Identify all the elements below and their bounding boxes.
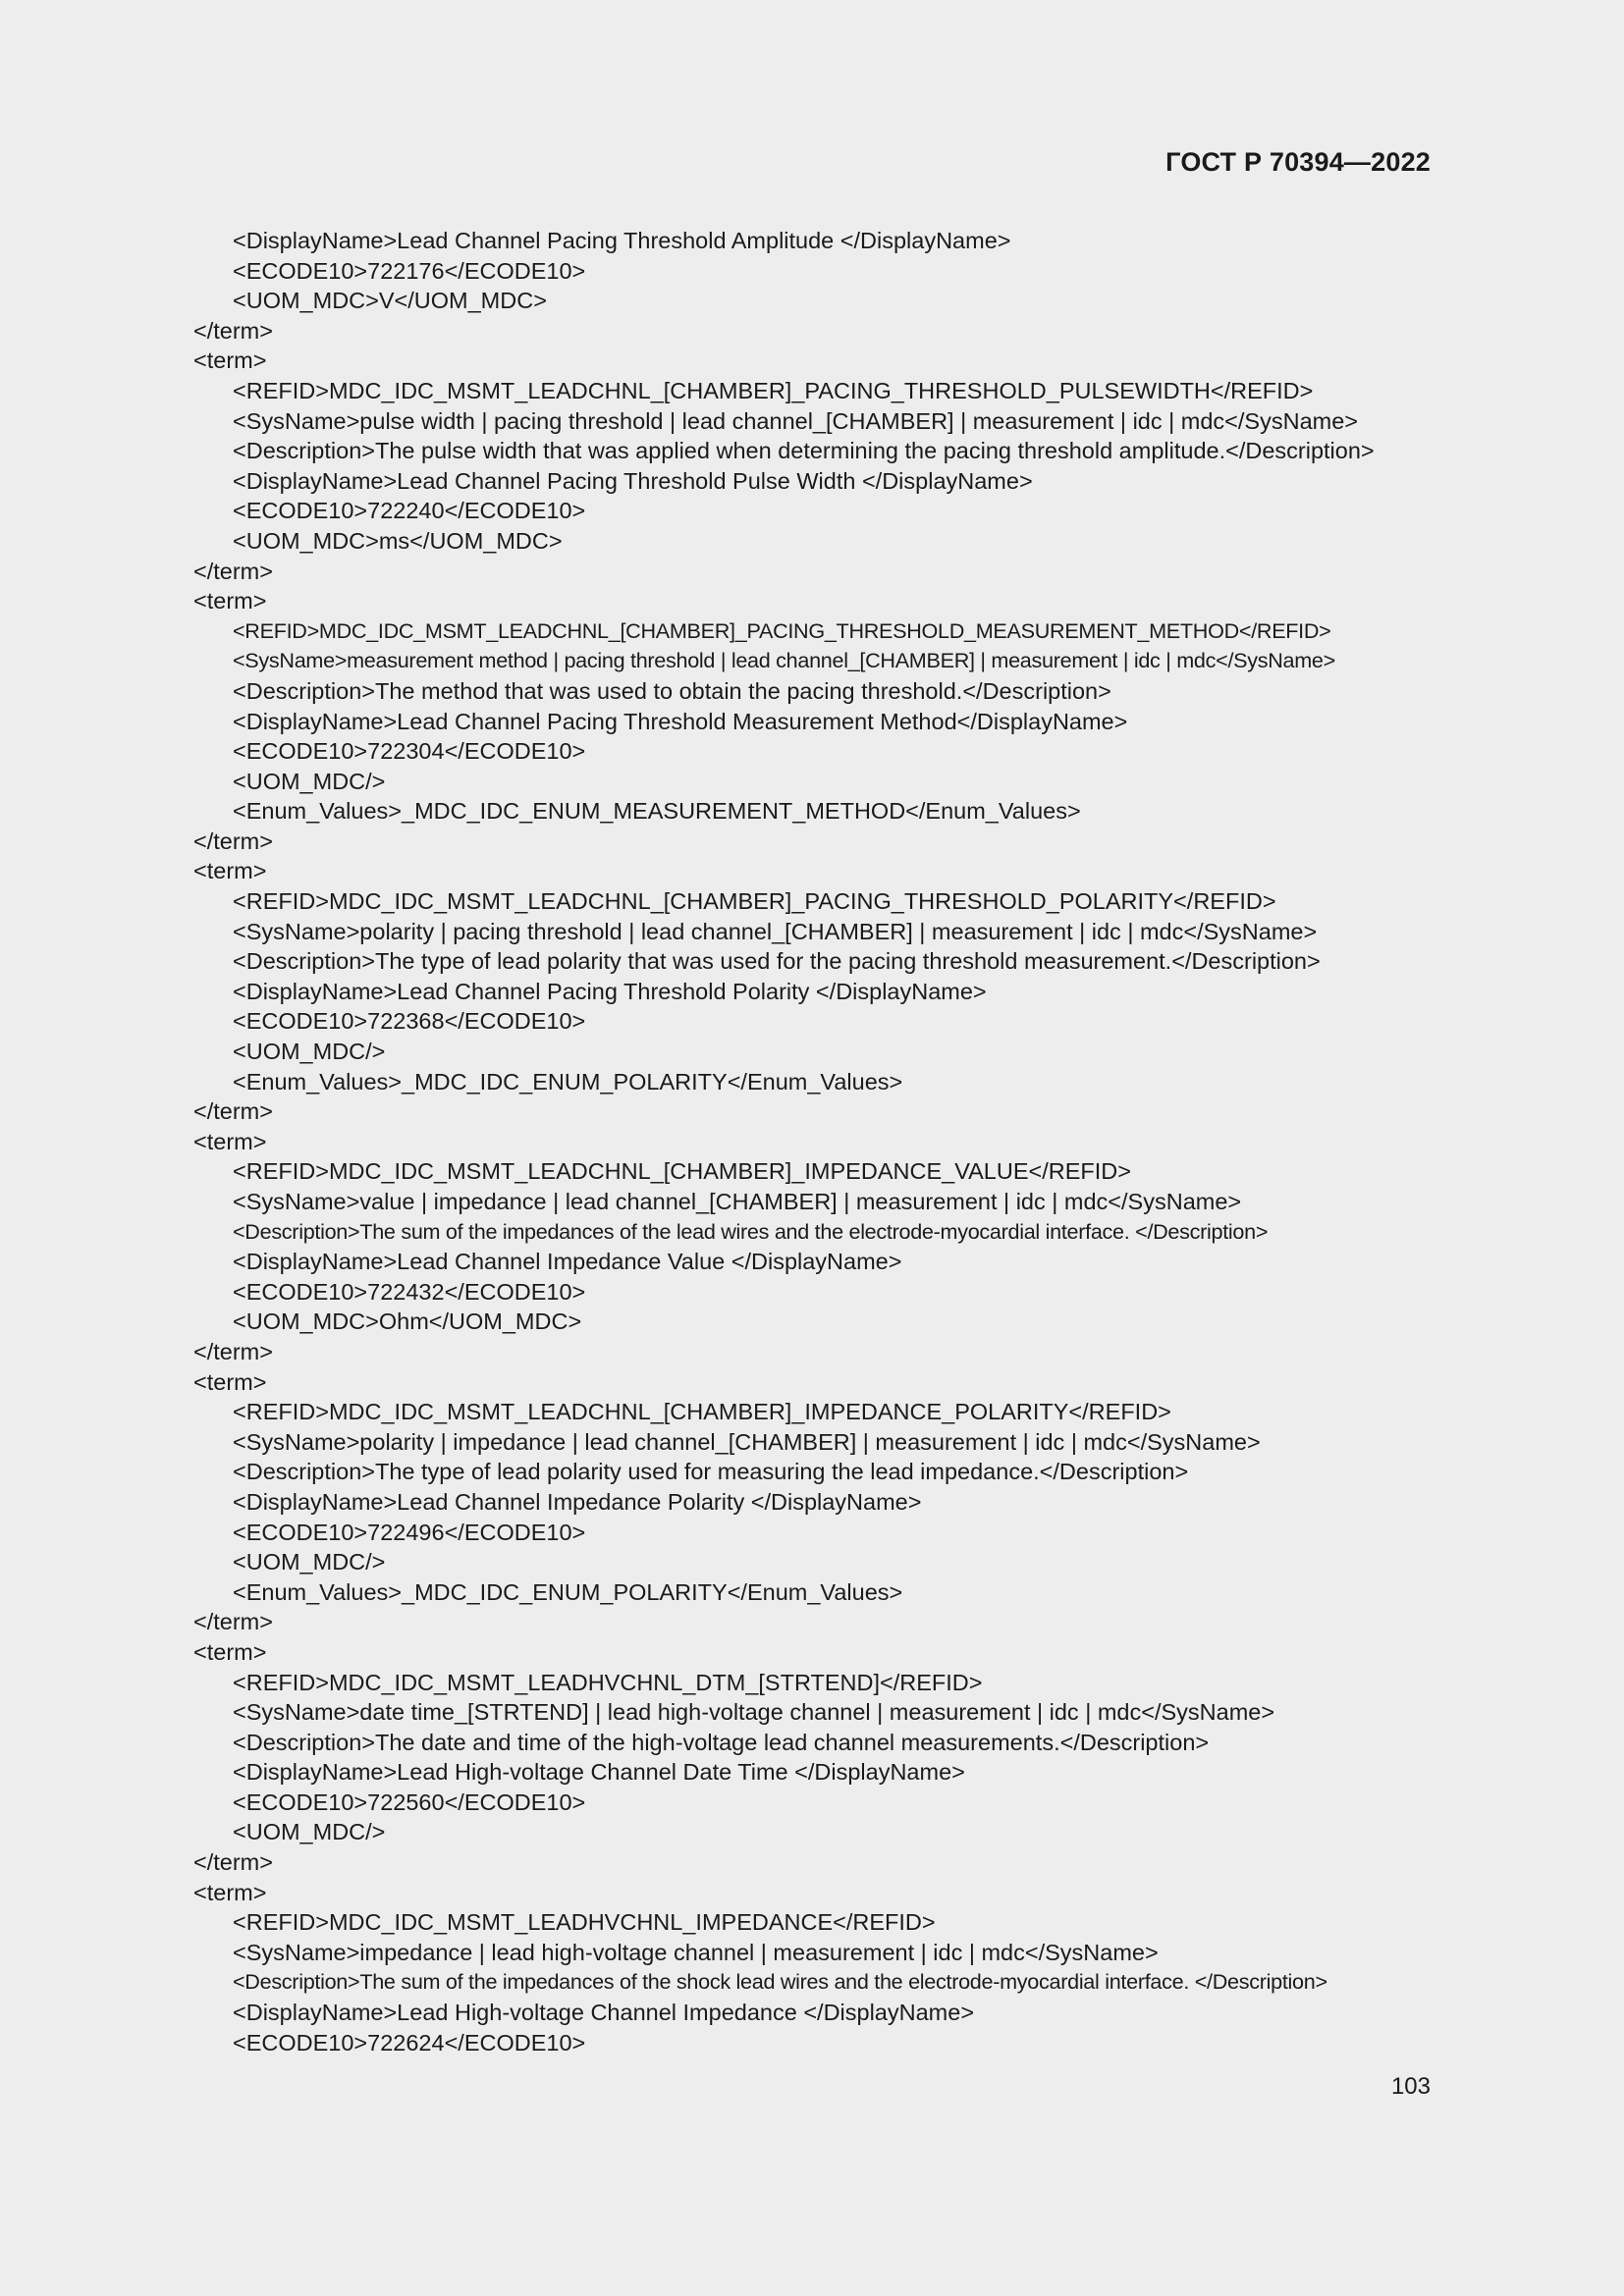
code-line: <SysName>date time_[STRTEND] | lead high-voltage channel | measurement | idc | mdc</SysName> xyxy=(233,1699,1275,1726)
document-header: ГОСТ Р 70394—2022 xyxy=(1165,147,1431,177)
code-line: <DisplayName>Lead Channel Impedance Polarity </DisplayName> xyxy=(233,1488,922,1515)
code-line: <Description>The sum of the impedances of the lead wires and the electrode-myocardial interface. </Description> xyxy=(233,1218,1269,1244)
code-line: <Description>The type of lead polarity used for measuring the lead impedance.</Description> xyxy=(233,1459,1189,1485)
code-line: <UOM_MDC/> xyxy=(233,1819,386,1845)
code-line: <SysName>measurement method | pacing threshold | lead channel_[CHAMBER] | measurement | idc | mdc</SysName> xyxy=(233,648,1335,673)
code-line: </term> xyxy=(193,1338,273,1364)
code-line: <SysName>polarity | pacing threshold | lead channel_[CHAMBER] | measurement | idc | mdc</SysName> xyxy=(233,918,1318,944)
code-line: <term> xyxy=(193,588,267,614)
code-line: <SysName>polarity | impedance | lead channel_[CHAMBER] | measurement | idc | mdc</SysName> xyxy=(233,1428,1261,1455)
code-line: <UOM_MDC>Ohm</UOM_MDC> xyxy=(233,1308,582,1335)
code-line: </term> xyxy=(193,1098,273,1125)
code-line: <REFID>MDC_IDC_MSMT_LEADHVCHNL_DTM_[STRTEND]</REFID> xyxy=(233,1669,983,1695)
code-line: </term> xyxy=(193,828,273,854)
code-line: <Description>The method that was used to obtain the pacing threshold.</Description> xyxy=(233,677,1111,704)
code-line: </term> xyxy=(193,317,273,344)
code-line: <Description>The type of lead polarity that was used for the pacing threshold measurement.</Description> xyxy=(233,948,1321,975)
code-line: <term> xyxy=(193,858,267,884)
code-line: <term> xyxy=(193,1368,267,1395)
code-line: </term> xyxy=(193,1849,273,1876)
code-line: <ECODE10>722560</ECODE10> xyxy=(233,1789,586,1815)
code-line: <SysName>pulse width | pacing threshold | lead channel_[CHAMBER] | measurement | idc | mdc</SysName> xyxy=(233,407,1359,434)
code-line: <ECODE10>722176</ECODE10> xyxy=(233,257,586,284)
code-line: <UOM_MDC/> xyxy=(233,1549,386,1575)
code-line: <REFID>MDC_IDC_MSMT_LEADCHNL_[CHAMBER]_PACING_THRESHOLD_POLARITY</REFID> xyxy=(233,888,1276,915)
code-line: <ECODE10>722368</ECODE10> xyxy=(233,1008,586,1035)
code-line: <Enum_Values>_MDC_IDC_ENUM_MEASUREMENT_METHOD</Enum_Values> xyxy=(233,798,1081,825)
code-line: <SysName>value | impedance | lead channel_[CHAMBER] | measurement | idc | mdc</SysName> xyxy=(233,1189,1242,1214)
code-line: <ECODE10>722496</ECODE10> xyxy=(233,1519,586,1545)
code-line: <UOM_MDC>ms</UOM_MDC> xyxy=(233,527,563,554)
code-line: <DisplayName>Lead High-voltage Channel Date Time </DisplayName> xyxy=(233,1759,965,1786)
code-line: <Enum_Values>_MDC_IDC_ENUM_POLARITY</Enum_Values> xyxy=(233,1068,903,1095)
code-line: <DisplayName>Lead Channel Pacing Threshold Pulse Width </DisplayName> xyxy=(233,467,1033,494)
code-line: <ECODE10>722304</ECODE10> xyxy=(233,738,586,765)
code-line: <Description>The date and time of the high-voltage lead channel measurements.</Description> xyxy=(233,1729,1210,1755)
xml-listing xyxy=(193,226,1440,2057)
code-line: <DisplayName>Lead Channel Pacing Threshold Amplitude </DisplayName> xyxy=(233,228,1011,253)
page-number: 103 xyxy=(1390,2073,1431,2100)
code-line: <term> xyxy=(193,1638,267,1665)
code-line: <REFID>MDC_IDC_MSMT_LEADCHNL_[CHAMBER]_PACING_THRESHOLD_PULSEWIDTH</REFID> xyxy=(233,377,1314,403)
code-line: <UOM_MDC/> xyxy=(233,768,386,794)
code-line: <Description>The pulse width that was applied when determining the pacing threshold amplitude.</Description> xyxy=(233,438,1375,464)
code-line: <REFID>MDC_IDC_MSMT_LEADCHNL_[CHAMBER]_IMPEDANCE_POLARITY</REFID> xyxy=(233,1399,1171,1425)
code-line: <REFID>MDC_IDC_MSMT_LEADCHNL_[CHAMBER]_IMPEDANCE_VALUE</REFID> xyxy=(233,1158,1131,1185)
code-line: <Description>The sum of the impedances of the shock lead wires and the electrode-myocardial interface. </Description> xyxy=(233,1969,1327,1995)
code-line: <Enum_Values>_MDC_IDC_ENUM_POLARITY</Enum_Values> xyxy=(233,1578,903,1605)
code-line: <UOM_MDC/> xyxy=(233,1039,386,1065)
code-line: <REFID>MDC_IDC_MSMT_LEADCHNL_[CHAMBER]_PACING_THRESHOLD_MEASUREMENT_METHOD</REFID> xyxy=(233,617,1331,643)
code-line: <DisplayName>Lead Channel Pacing Threshold Polarity </DisplayName> xyxy=(233,978,987,1004)
code-line: <term> xyxy=(193,347,267,374)
code-line: <DisplayName>Lead Channel Pacing Threshold Measurement Method</DisplayName> xyxy=(233,708,1128,734)
code-line: <UOM_MDC>V</UOM_MDC> xyxy=(233,288,547,314)
code-line: <SysName>impedance | lead high-voltage channel | measurement | idc | mdc</SysName> xyxy=(233,1939,1159,1965)
code-line: <DisplayName>Lead Channel Impedance Value </DisplayName> xyxy=(233,1249,902,1275)
code-line: </term> xyxy=(193,1609,273,1635)
code-line: <DisplayName>Lead High-voltage Channel Impedance </DisplayName> xyxy=(233,2000,975,2026)
code-line: <ECODE10>722624</ECODE10> xyxy=(233,2029,586,2056)
code-line: <term> xyxy=(193,1879,267,1905)
code-line: </term> xyxy=(193,558,273,584)
code-line: <REFID>MDC_IDC_MSMT_LEADHVCHNL_IMPEDANCE</REFID> xyxy=(233,1909,936,1936)
code-line: <ECODE10>722240</ECODE10> xyxy=(233,498,586,524)
code-line: <term> xyxy=(193,1128,267,1154)
code-line: <ECODE10>722432</ECODE10> xyxy=(233,1278,586,1305)
